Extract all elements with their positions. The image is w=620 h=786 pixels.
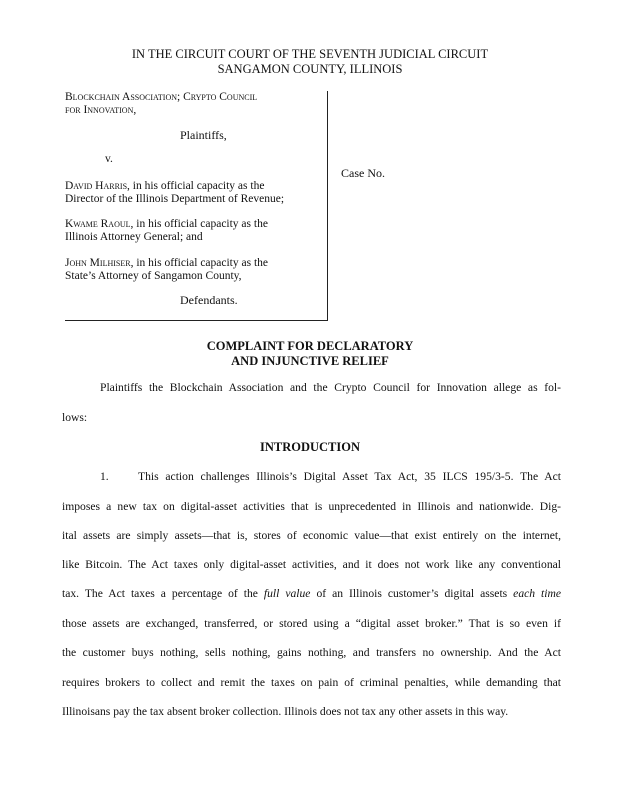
defendant-raoul-line2: Illinois Attorney General; and	[65, 231, 203, 243]
defendant-milhiser-capacity: , in his official capacity as the	[130, 257, 268, 269]
defendant-harris-capacity: , in his official capacity as the	[127, 180, 265, 192]
case-caption-box	[65, 91, 328, 321]
paragraph1-line4: like Bitcoin. The Act taxes only digital-asset activities, and it does not work like any conventional	[62, 558, 561, 571]
plaintiffs-label: Plaintiffs,	[180, 128, 227, 142]
paragraph1-line6: those assets are exchanged, transferred, or stored using a “digital asset broker.” That is so even if	[62, 617, 561, 630]
section-heading-introduction: INTRODUCTION	[259, 440, 360, 454]
defendant-milhiser-name: John Milhiser	[65, 257, 131, 269]
court-header-line2: SANGAMON COUNTY, ILLINOIS	[217, 62, 403, 76]
case-number-field: Case No.	[341, 166, 385, 180]
paragraph1-line1: This action challenges Illinois’s Digital Asset Tax Act, 35 ILCS 195/3-5. The Act	[138, 470, 561, 483]
defendant-raoul-name: Kwame Raoul	[65, 218, 131, 230]
court-header-line1: IN THE CIRCUIT COURT OF THE SEVENTH JUDICIAL CIRCUIT	[131, 47, 489, 61]
intro-paragraph-line1: Plaintiffs the Blockchain Association and the Crypto Council for Innovation allege as fol-	[100, 381, 561, 394]
defendant-raoul-line1	[65, 218, 268, 231]
paragraph1-line3: ital assets are simply assets—that is, stores of economic value—that exist entirely on the internet,	[62, 529, 561, 542]
defendant-harris-name: David Harris	[65, 180, 128, 192]
defendants-label: Defendants.	[180, 293, 238, 307]
complaint-title-line2: AND INJUNCTIVE RELIEF	[231, 354, 389, 368]
plaintiffs-names-line2: for Innovation,	[65, 104, 137, 116]
paragraph1-line5-part2: of an Illinois customer’s digital assets	[310, 587, 514, 600]
paragraph1-line5-part1: tax. The Act taxes a percentage of the	[62, 587, 264, 600]
paragraph1-line2: imposes a new tax on digital-asset activities that is unprecedented in Illinois and nationwide. Dig-	[62, 500, 561, 513]
paragraph1-line9: Illinoisans pay the tax absent broker collection. Illinois does not tax any other assets in this way.	[62, 705, 509, 718]
defendant-raoul-capacity: , in his official capacity as the	[130, 218, 268, 230]
complaint-title-line1: COMPLAINT FOR DECLARATORY	[206, 339, 414, 353]
plaintiffs-names-line1: Blockchain Association; Crypto Council	[65, 91, 258, 103]
defendant-milhiser-line1	[65, 257, 268, 270]
paragraph-number: 1.	[100, 470, 109, 483]
paragraph1-emphasis-each-time: each time	[513, 587, 562, 600]
defendant-milhiser-line2: State’s Attorney of Sangamon County,	[65, 270, 242, 282]
intro-paragraph-line2: lows:	[62, 411, 88, 424]
paragraph1-line5	[62, 587, 561, 601]
paragraph1-line8: requires brokers to collect and remit the taxes on pain of criminal penalties, while demanding that	[62, 676, 561, 689]
versus-label: v.	[105, 153, 113, 165]
paragraph1-emphasis-full-value: full value	[263, 587, 311, 600]
paragraph1-line7: the customer buys nothing, sells nothing, gains nothing, and transfers no ownership. And the Act	[62, 646, 561, 659]
defendant-harris-line2: Director of the Illinois Department of Revenue;	[65, 193, 285, 205]
defendant-harris-line1	[65, 180, 264, 193]
